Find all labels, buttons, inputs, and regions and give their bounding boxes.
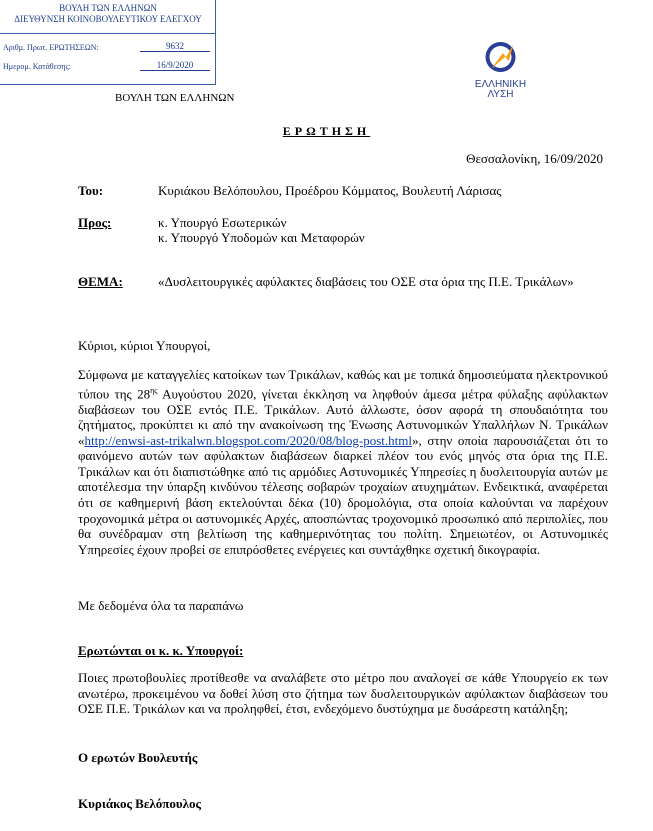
- signatory-title: Ο ερωτών Βουλευτής: [78, 750, 198, 765]
- body-text-2: Αυγούστου 2020, γίνεται έκκληση να ληφθούν άμεσα μέτρα φύλαξης αφύλακτων διαβάσεων του ΟΣΕ εντός Π.Ε. Τρικάλων. Αυτό άλλωστε, όσον αφορά τη σπουδαιότητα του ζητήματος, προκύπτει κι από την ανακοίνωση της Ένωσης Αστυνομικών Υπαλλήλων Ν. Τρικάλων «: [78, 385, 608, 448]
- recipients-label: Προς:: [78, 215, 112, 230]
- question-paragraph: Ποιες πρωτοβουλίες προτίθεσθε να αναλάβετε στο μέτρο που αναλογεί σε κάθε Υπουργείο εκ των ανωτέρω, προκειμένου να δοθεί λύση στο ζήτημα των δυσλειτουργικών αφύλακτων διαβάσεων του ΟΣΕ Π.Ε. Τρικάλων και να προληφθεί, έτσι, ενδεχόμενο δυστύχημα με δυσάρεστη κατάληξη;: [78, 670, 608, 717]
- document-title: ΕΡΩΤΗΣΗ: [282, 124, 371, 138]
- subject-value: «Δυσλειτουργικές αφύλακτες διαβάσεις του ΟΣΕ στα όρια της Π.Ε. Τρικάλων»: [158, 274, 574, 289]
- from-label: Του:: [78, 183, 104, 198]
- body-text-3: », στην οποία παρουσιάζεται ότι το φαινόμενο αυτών των αφύλακτων διαβάσεων διαρκεί πλέον του ενός μηνός στα όρια της Π.Ε. Τρικάλων και ότι διαπιστώθηκε από τις αρμόδιες Αστυνομικές Υπηρεσίες η δυσλειτουργία αυτών με αποτέλεσμα την ύπαρξη κινδύνου τέλεσης σοβαρών τροχαίων ατυχημάτων. Ενδεικτικά, αναφέρεται ότι σε καθημερινή βάση εκτελούνται δέκα (10) δρομολόγια, στα οποία καλούνται να παρέχουν τροχονομικά μέτρα οι αστυνομικές Αρχές, αποσπώντας τροχονομικό προσωπικό από περιπολίες, που θα συνέδραμαν στη βελτίωση της καθημερινότητας του πολίτη. Σημειωτέον, οι Αστυνομικές Υπηρεσίες έχουν προβεί σε επιπρόσθετες ενέργειες και συντάχθηκε σχετική δικογραφία.: [78, 432, 608, 557]
- stamp-date-value: 16/9/2020: [140, 60, 210, 71]
- stamp-parliament: ΒΟΥΛΗ ΤΩΝ ΕΛΛΗΝΩΝ: [59, 3, 157, 13]
- signatory-name: Κυριάκος Βελόπουλος: [78, 796, 202, 811]
- stamp-date-label: Ημερομ. Κατάθεσης:: [3, 62, 71, 71]
- questioned-label: Ερωτώνται οι κ. κ. Υπουργοί:: [78, 643, 244, 658]
- body-superscript: ης: [150, 385, 158, 395]
- protocol-stamp: [0, 0, 216, 85]
- from-value: Κυριάκου Βελόπουλου, Προέδρου Κόμματος, Βουλευτή Λάρισας: [158, 183, 502, 198]
- salutation: Κύριοι, κύριοι Υπουργοί,: [78, 338, 211, 353]
- given-line: Με δεδομένα όλα τα παραπάνω: [78, 598, 244, 613]
- stamp-directorate: ΔΙΕΥΘΥΝΣΗ ΚΟΙΝΟΒΟΥΛΕΥΤΙΚΟΥ ΕΛΕΓΧΟΥ: [14, 14, 202, 24]
- recipient-1: κ. Υπουργό Εσωτερικών: [158, 215, 287, 230]
- logo-text-line1: ΕΛΛΗΝΙΚΗ: [474, 79, 527, 90]
- subject-label: ΘΕΜΑ:: [78, 274, 123, 289]
- body-text-1: Σύμφωνα με καταγγελίες κατοίκων των Τρικάλων, καθώς και με τοπικά δημοσιεύματα ηλεκτρονικού τύπου της 28: [78, 367, 608, 401]
- recipient-2: κ. Υπουργό Υποδομών και Μεταφορών: [158, 230, 365, 245]
- stamp-protocol-label: Αριθμ. Πρωτ. ΕΡΩΤΗΣΕΩΝ:: [3, 43, 99, 52]
- parliament-label: ΒΟΥΛΗ ΤΩΝ ΕΛΛΗΝΩΝ: [115, 92, 235, 104]
- logo-text-line2: ΛΥΣΗ: [487, 89, 514, 100]
- place-date: Θεσσαλονίκη, 16/09/2020: [466, 151, 603, 166]
- logo-text: [453, 80, 548, 100]
- body-paragraph: [78, 367, 608, 557]
- stamp-protocol-value: 9632: [140, 41, 210, 52]
- stamp-divider: [0, 33, 215, 34]
- blog-link[interactable]: http://enwsi-ast-trikalwn.blogspot.com/2020/08/blog-post.html: [84, 432, 413, 448]
